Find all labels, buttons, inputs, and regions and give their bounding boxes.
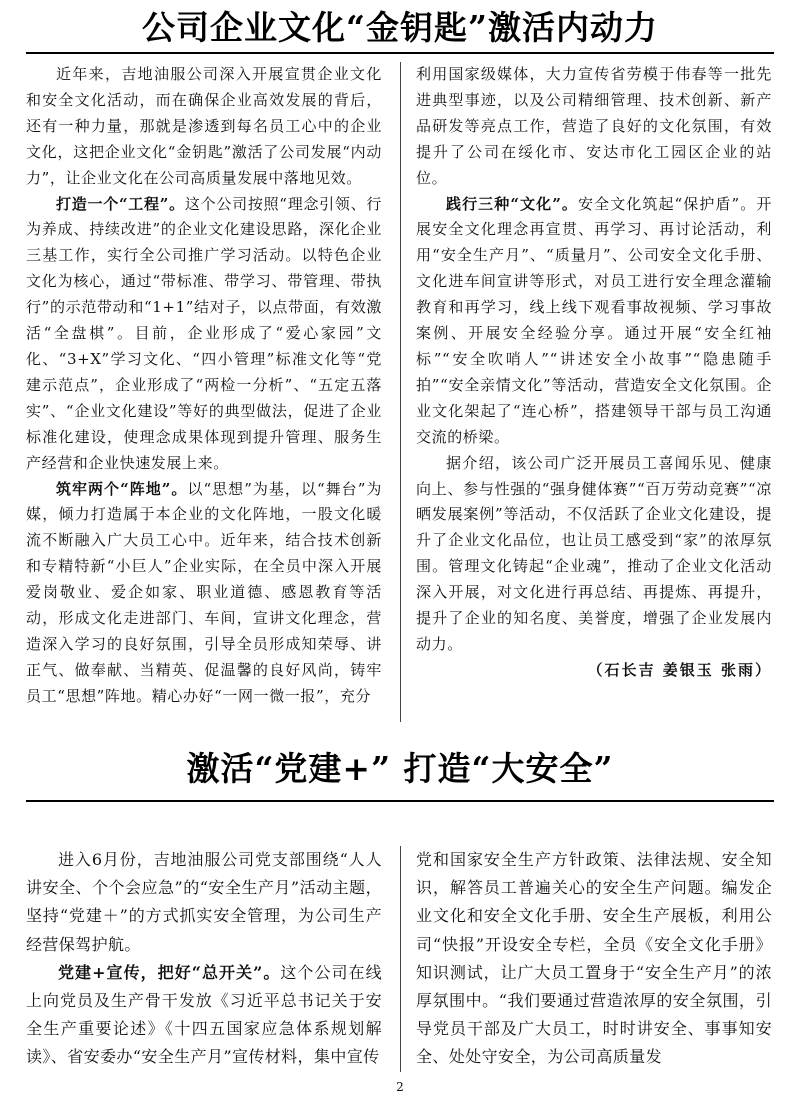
article2-column-divider bbox=[400, 846, 401, 1072]
article2-column-right bbox=[416, 846, 772, 1074]
article1-byline: （石长吉 姜银玉 张雨） bbox=[587, 660, 772, 679]
article2-section-1 bbox=[26, 959, 382, 1072]
article1-section-3-heading: 践行三种“文化”。 bbox=[446, 194, 579, 213]
article1-closing: 据介绍，该公司广泛开展员工喜闻乐见、健康向上、参与性强的“强身健体赛”“百万劳动竞赛”“凉晒发展案例”等活动，不仅活跃了企业文化建设，提升了企业文化品位，也让员工感受到“家”的浓厚氛围。管理文化铸起“企业魂”，推动了企业文化活动深入开展，对文化进行再总结、再提炼、再提升，提升了企业的知名度、美誉度，增强了企业发展内动力。 bbox=[416, 453, 772, 653]
article1-section-2-heading: 筑牢两个“阵地”。 bbox=[56, 479, 188, 498]
article1-section-2-body: 以“思想”为基，以“舞台”为媒，倾力打造属于本企业的文化阵地，一股文化暖流不断融入广大员工心中。近年来，结合技术创新和专精特新“小巨人”企业实际，在全员中深入开展爱岗敬业、爱企如家、职业道德、感恩教育等活动，形成文化走进部门、车间，宣讲文化理念，营造深入学习的良好氛围，引导全员形成知荣辱、讲正气、做奉献、当精英、促温馨的良好风尚，铸牢员工“思想”阵地。精心办好“一网一微一报”，充分 bbox=[26, 479, 382, 705]
article1-title: 公司企业文化“金钥匙”激活内动力 bbox=[142, 8, 658, 47]
article1-title-rule bbox=[26, 52, 774, 54]
article1-section-2 bbox=[26, 477, 382, 710]
article1-section-1-heading: 打造一个“工程”。 bbox=[56, 194, 185, 213]
page-number: 2 bbox=[396, 1080, 404, 1094]
article1-column-left bbox=[26, 62, 382, 732]
article1-section-1-body: 这个公司按照“理念引领、行为养成、持续改进”的企业文化建设思路，深化企业三基工作，实行全公司推广学习活动。以特色企业文化为核心，通过“带标准、带学习、带管理、带执行”的示范带动和“1+1”结对子，以点带面，有效激活“全盘棋”。目前，企业形成了“爱心家园”文化、“3+X”学习文化、“四小管理”标准文化等“党建示范点”，企业形成了“两检一分析”、“五定五落实”、“企业文化建设”等好的典型做法，促进了企业标准化建设，使理念成果体现到提升管理、服务生产经营和企业快速发展上来。 bbox=[26, 194, 382, 472]
article2-column-left bbox=[26, 846, 382, 1074]
article1-section-1 bbox=[26, 192, 382, 477]
article1-section-2-continued: 利用国家级媒体，大力宣传省劳模于伟春等一批先进典型事迹，以及公司精细管理、技术创新、新产品研发等亮点工作，营造了良好的文化氛围，有效提升了公司在绥化市、安达市化工园区企业的站位。 bbox=[416, 65, 772, 187]
article2-intro: 进入6月份，吉地油服公司党支部围绕“人人讲安全、个个会应急”的“安全生产月”活动主题，坚持“党建＋”的方式抓实安全管理，为公司生产经营保驾护航。 bbox=[26, 850, 382, 954]
article1-section-3 bbox=[416, 192, 772, 451]
article1-intro: 近年来，吉地油服公司深入开展宣贯企业文化和安全文化活动，而在确保企业高效发展的背后，还有一种力量，那就是渗透到每名员工心中的企业文化，这把企业文化“金钥匙”激活了公司发展“内动力”，让企业文化在公司高质量发展中落地见效。 bbox=[26, 65, 382, 187]
article1-column-right bbox=[416, 62, 772, 732]
article2-section-1-heading: 党建+宣传，把好“总开关”。 bbox=[58, 962, 281, 982]
article2-section-1-continued: 党和国家安全生产方针政策、法律法规、安全知识，解答员工普遍关心的安全生产问题。编发企业文化和安全文化手册、安全生产展板，利用公司“快报”开设安全专栏，全员《安全文化手册》知识测试，让广大员工置身于“安全生产月”的浓厚氛围中。“我们要通过营造浓厚的安全氛围，引导党员干部及广大员工，时时讲安全、事事知安全、处处守安全，为公司高质量发 bbox=[416, 850, 772, 1067]
article1-section-3-body: 安全文化筑起“保护盾”。开展安全文化理念再宣贯、再学习、再讨论活动，利用“安全生产月”、“质量月”、公司安全文化手册、文化进车间宣讲等形式，对员工进行安全理念灌输教育和再学习，线上线下观看事故视频、学习事故案例、开展安全经验分享。通过开展“安全红袖标”“安全吹哨人”“讲述安全小故事”“隐患随手拍”“安全亲情文化”等活动，营造安全文化氛围。企业文化架起了“连心桥”，搭建领导干部与员工沟通交流的桥梁。 bbox=[416, 194, 772, 446]
article2-section-1-body: 这个公司在线上向党员及生产骨干发放《习近平总书记关于安全生产重要论述》《十四五国家应急体系规划解读》、省安委办“安全生产月”宣传材料，集中宣传 bbox=[26, 962, 382, 1067]
article2-title-rule bbox=[26, 800, 774, 802]
article1-column-divider bbox=[400, 62, 401, 722]
article2-title: 激活“党建+” 打造“大安全” bbox=[186, 749, 614, 788]
